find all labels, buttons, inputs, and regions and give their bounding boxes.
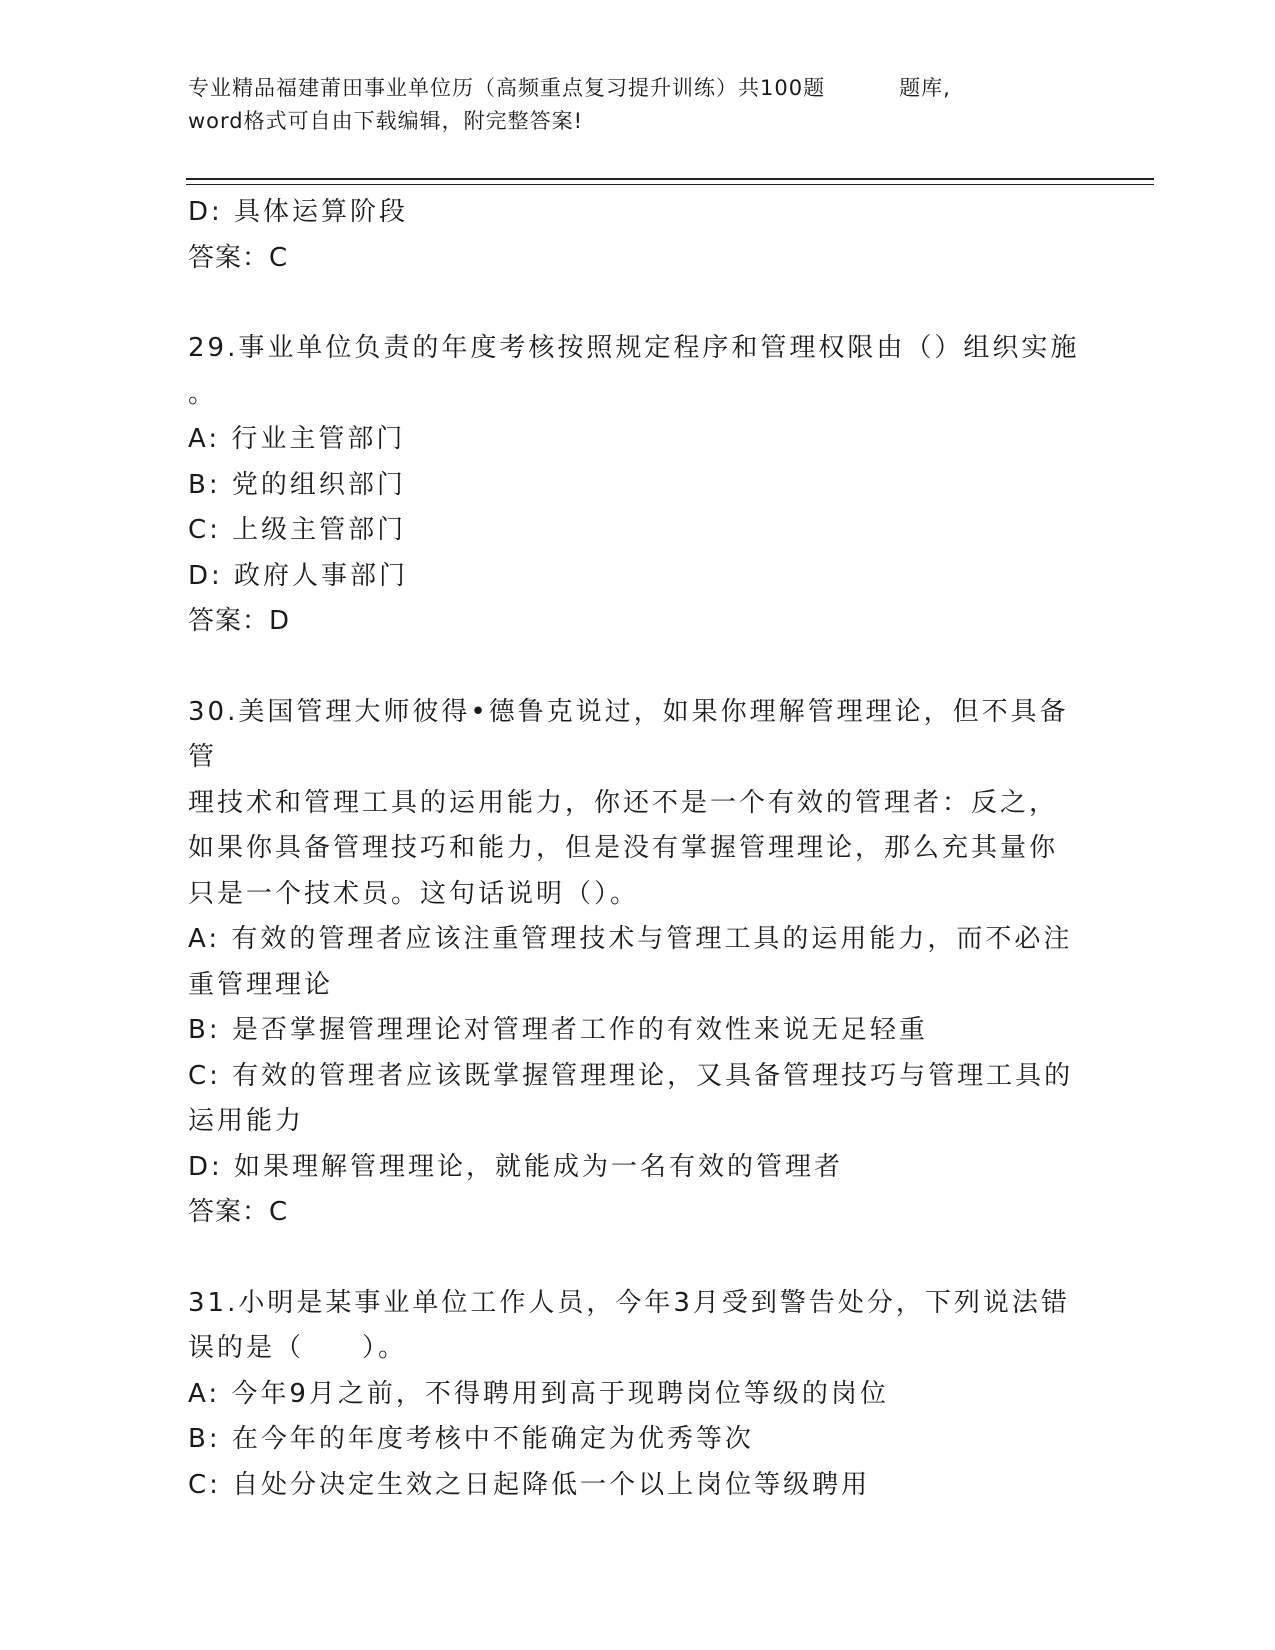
option-c: C: 自处分决定生效之日起降低一个以上岗位等级聘用 [188, 1469, 871, 1500]
question-stem-line: 31.小明是某事业单位工作人员，今年3月受到警告处分，下列说法错 [188, 1287, 1070, 1318]
option-d: D: 政府人事部门 [188, 560, 409, 591]
header-title-suffix: 题库, [899, 76, 951, 100]
question-stem-line: 30.美国管理大师彼得•德鲁克说过，如果你理解管理理论，但不具备管 [188, 696, 1069, 772]
question-29 [188, 326, 1088, 645]
question-stem: 29.事业单位负责的年度考核按照规定程序和管理权限由（）组织实施 [188, 333, 1080, 363]
option-a: A: 今年9月之前，不得聘用到高于现聘岗位等级的岗位 [188, 1378, 889, 1409]
option-a: A: 有效的管理者应该注重管理技术与管理工具的运用能力，而不必注 [188, 924, 1073, 954]
question-31 [188, 1281, 1088, 1509]
question-stem-line: 理技术和管理工具的运用能力，你还不是一个有效的管理者：反之， [188, 787, 1059, 818]
answer: 答案：C [188, 1197, 289, 1227]
option-d: D: 如果理解管理理论，就能成为一名有效的管理者 [188, 1151, 844, 1182]
answer: 答案：C [188, 242, 289, 273]
option-d: D: 具体运算阶段 [188, 197, 409, 227]
option-c: C: 上级主管部门 [188, 515, 407, 545]
answer: 答案：D [188, 606, 291, 636]
question-30 [188, 690, 1088, 1236]
header-divider-thick [186, 178, 1154, 180]
option-a: A: 行业主管部门 [188, 424, 406, 454]
option-a-continued: 重管理理论 [188, 969, 334, 1000]
header-line-2: word格式可自由下载编辑，附完整答案! [188, 109, 584, 133]
question-28-tail [188, 190, 1088, 281]
document-header [188, 72, 1108, 138]
option-c: C: 有效的管理者应该既掌握管理理论，又具备管理技巧与管理工具的 [188, 1060, 1074, 1091]
option-b: B: 是否掌握管理理论对管理者工作的有效性来说无足轻重 [188, 1015, 928, 1045]
header-divider-thin [186, 184, 1154, 185]
header-line-1 [188, 72, 1108, 105]
header-title: 专业精品福建莆田事业单位历（高频重点复习提升训练）共100题 [188, 76, 826, 100]
question-stem-line: 只是一个技术员。这句话说明（）。 [188, 878, 640, 909]
question-stem-line: 如果你具备管理技巧和能力，但是没有掌握管理理论，那么充其量你 [188, 833, 1059, 863]
option-c-continued: 运用能力 [188, 1106, 305, 1136]
option-b: B: 党的组织部门 [188, 469, 406, 500]
question-stem-end: 。 [188, 378, 218, 409]
option-b: B: 在今年的年度考核中不能确定为优秀等次 [188, 1424, 754, 1454]
question-stem-line: 误的是（ ）。 [188, 1333, 408, 1363]
document-body [188, 190, 1088, 1508]
